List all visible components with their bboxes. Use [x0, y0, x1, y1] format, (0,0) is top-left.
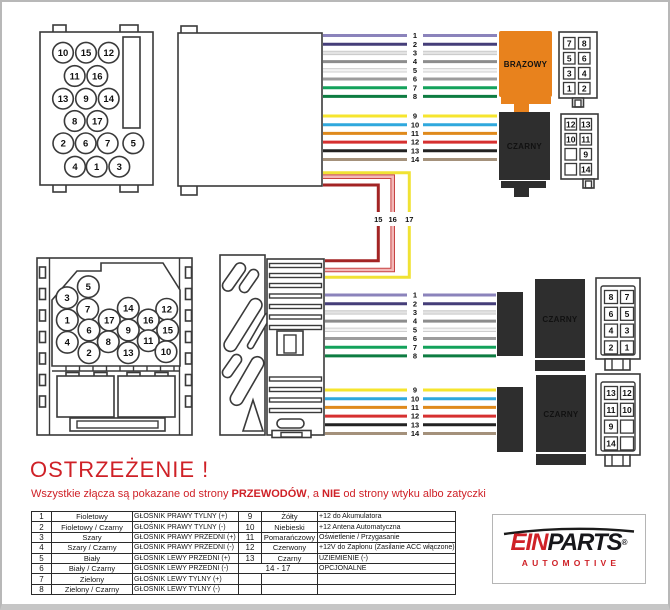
black-block-foot: [536, 454, 586, 465]
lock-slot: [40, 375, 46, 386]
registered-mark: ®: [621, 538, 628, 547]
pin-cell-number-9: 9: [583, 149, 589, 160]
cell-function: +12 Antena Automatyczna: [318, 522, 456, 532]
black-pinout-bottom: [596, 374, 640, 466]
wire-number-2: 2: [412, 39, 418, 49]
lock-slot: [40, 353, 46, 364]
logo-parts: PARTS: [547, 529, 622, 556]
logo-ein: EIN: [510, 529, 548, 556]
wire-number-6: 6: [412, 74, 418, 84]
pin-number-4: 4: [64, 337, 70, 349]
pinout-row: [239, 543, 456, 553]
warning-text: Wszystkie złącza są pokazane od strony: [31, 488, 232, 500]
black-block-foot: [501, 181, 546, 188]
cell-pin-range: 14 - 17: [239, 563, 318, 573]
brown-connector-block: [499, 31, 552, 113]
pinout-row: [32, 532, 240, 542]
black-pinout-mid: [596, 278, 640, 370]
cell-pin-number: 10: [239, 522, 262, 532]
warning-text: od strony wtyku albo zatyczki: [340, 488, 486, 500]
pin-cell-number-6: 6: [608, 308, 614, 319]
wires-9-14-top: [323, 112, 497, 165]
wire-number-5: 5: [412, 325, 418, 335]
pin-cell-number-1: 1: [624, 342, 630, 353]
pinout-table-right: [238, 511, 456, 595]
lock-slot: [40, 310, 46, 321]
lock-slot: [186, 353, 192, 364]
einparts-logo: [492, 514, 646, 584]
pinout-row: [239, 574, 456, 584]
pin-cell-number-2: 2: [581, 83, 587, 94]
cell-pin-number: [239, 584, 262, 594]
pin-cell-empty: [565, 149, 577, 161]
brown-block-foot: [514, 104, 529, 113]
wire-number-10: 10: [410, 394, 420, 404]
cell-wire-color: [262, 584, 318, 594]
cell-pin-number: 4: [32, 543, 52, 553]
pin-cell-number-13: 13: [606, 388, 616, 398]
connector-iso-front: [40, 25, 153, 192]
pin-number-7: 7: [105, 138, 111, 150]
wire-number-2: 2: [412, 299, 418, 309]
warning-emphasis: NIE: [322, 488, 341, 500]
cell-function: GŁOŚNIK PRAWY TYLNY (-): [133, 522, 240, 532]
warning-emphasis: PRZEWODÓW: [231, 488, 307, 500]
cell-function: GŁOŚNIK LEWY TYLNY (-): [133, 584, 240, 594]
wire-number-6: 6: [412, 334, 418, 344]
cell-pin-number: 1: [32, 512, 52, 522]
pin-number-6: 6: [83, 138, 89, 150]
cell-wire-color: Czarny: [262, 553, 318, 563]
pin-number-6: 6: [86, 325, 92, 337]
cell-pin-number: [239, 574, 262, 584]
wires-1-8-top: [323, 31, 497, 101]
pin-number-1: 1: [94, 162, 100, 174]
cell-wire-color: Zielony / Czarny: [52, 584, 133, 594]
lock-slot: [186, 375, 192, 386]
pin-number-14: 14: [103, 94, 114, 106]
connector-quadlock-front: [37, 258, 192, 435]
pin-number-2: 2: [60, 138, 66, 150]
cell-wire-color: Niebieski: [262, 522, 318, 532]
wire-number-12: 12: [410, 137, 420, 147]
logo-wordmark: [493, 531, 645, 555]
cell-function: +12 do Akumulatora: [318, 512, 456, 522]
wire-number-8: 8: [412, 351, 418, 361]
cell-wire-color: Biały: [52, 553, 133, 563]
cell-pin-number: 8: [32, 584, 52, 594]
pin-cell-number-2: 2: [608, 342, 614, 353]
wire-number-3: 3: [412, 308, 418, 317]
pin-cell-number-11: 11: [606, 404, 616, 415]
pin-cell-empty: [621, 437, 634, 450]
warning-subtitle: [31, 488, 486, 500]
wire-number-9: 9: [412, 111, 418, 121]
pin-cell-empty: [621, 420, 634, 433]
wires-9-14-bottom: [325, 386, 496, 439]
pin-cell-number-4: 4: [581, 68, 587, 79]
pin-cell-number-9: 9: [608, 421, 614, 432]
pin-number-16: 16: [143, 315, 154, 327]
pin-number-8: 8: [72, 116, 78, 128]
pin-number-13: 13: [123, 348, 134, 360]
connector-body: [178, 33, 322, 186]
wire-15: [323, 185, 378, 261]
lock-slot: [40, 289, 46, 300]
black-block-foot: [535, 360, 585, 371]
lock-slot: [186, 267, 192, 278]
wire-number-9: 9: [412, 385, 418, 395]
wire-number-7: 7: [412, 83, 418, 93]
chamber-a: [57, 376, 114, 417]
cell-wire-color: Czerwony: [262, 543, 318, 553]
wires-1-8-bottom: [325, 291, 496, 361]
black-block-label: CZARNY: [543, 410, 579, 419]
pinout-row: [32, 512, 240, 522]
pin-number-4: 4: [72, 162, 78, 174]
black-pinout-top: [561, 114, 598, 188]
cell-function: GŁOŚNIK PRAWY PRZEDNI (-): [133, 543, 240, 553]
brown-block-foot: [501, 97, 551, 104]
wire-number-11: 11: [411, 403, 419, 412]
pin-number-12: 12: [161, 304, 172, 316]
wire-number-10: 10: [410, 120, 420, 130]
pin-cell-number-14: 14: [581, 164, 591, 175]
cell-function: [318, 584, 456, 594]
pin-number-12: 12: [103, 48, 114, 60]
cell-function: OPCJONALNE: [318, 563, 456, 573]
pinout-row: [32, 563, 240, 573]
black-connector-block-mid: [497, 279, 585, 371]
wires-15-17-loop: [323, 173, 417, 278]
pin-number-5: 5: [85, 282, 91, 294]
black-connector-block-bottom: [497, 375, 586, 465]
pin-number-15: 15: [80, 48, 92, 60]
pin-cell-number-5: 5: [624, 308, 630, 319]
connector-keyway: [123, 37, 140, 128]
pin-cell-number-3: 3: [566, 68, 572, 79]
cell-pin-number: 12: [239, 543, 262, 553]
lock-slot: [40, 396, 46, 407]
pin-number-7: 7: [85, 304, 91, 316]
black-block-label: CZARNY: [542, 315, 578, 324]
pinout-row: [239, 522, 456, 532]
cell-function: GŁOŚNIK PRAWY PRZEDNI (+): [133, 532, 240, 542]
wire-number-4: 4: [412, 316, 418, 326]
cell-function: GŁOŚNIK LEWY TYLNY (+): [133, 574, 240, 584]
cell-function: UZIEMIENIE (-): [318, 553, 456, 563]
pin-number-9: 9: [83, 94, 89, 106]
pin-cell-number-7: 7: [624, 292, 630, 302]
pin-number-11: 11: [69, 71, 80, 83]
pin-number-17: 17: [104, 315, 115, 327]
cell-function: [318, 574, 456, 584]
brown-block-label: BRĄZOWY: [503, 60, 548, 69]
pin-number-17: 17: [92, 116, 103, 128]
cell-pin-number: 3: [32, 532, 52, 542]
wire-number-4: 4: [412, 57, 418, 67]
pinout-row: [239, 563, 456, 573]
connector-iso-side: [178, 26, 322, 195]
cell-function: GŁOŚNIK LEWY PRZEDNI (-): [133, 563, 240, 573]
warning-title: OSTRZEŻENIE !: [30, 457, 210, 482]
cell-function: GŁOŚNIK LEWY PRZEDNI (+): [133, 553, 240, 563]
slot: [277, 419, 304, 428]
wire-number-16: 16: [388, 215, 397, 224]
cell-pin-number: 5: [32, 553, 52, 563]
black-bar: [497, 292, 523, 356]
pin-cell-number-8: 8: [608, 292, 614, 302]
warning-text: , a: [306, 488, 322, 500]
cell-function: Oświetlenie / Przygasanie: [318, 532, 456, 542]
cell-wire-color: Żółty: [262, 512, 318, 522]
pin-number-16: 16: [92, 71, 103, 83]
pin-number-8: 8: [105, 337, 111, 349]
pinout-row: [239, 553, 456, 563]
pin-number-10: 10: [160, 347, 172, 359]
pin-number-10: 10: [57, 48, 69, 60]
wire-number-11: 11: [411, 129, 419, 138]
wire-number-5: 5: [412, 65, 418, 75]
cell-pin-number: 7: [32, 574, 52, 584]
pin-number-5: 5: [130, 138, 136, 150]
black-block-label: CZARNY: [506, 142, 543, 151]
wire-number-7: 7: [412, 342, 418, 352]
cell-wire-color: Biały / Czarny: [52, 563, 133, 573]
cell-wire-color: Zielony: [52, 574, 133, 584]
wire-number-14: 14: [410, 429, 420, 439]
pin-number-9: 9: [125, 325, 131, 337]
pinout-row: [32, 553, 240, 563]
cell-wire-color: Pomarańczowy: [262, 532, 318, 542]
pin-number-3: 3: [64, 293, 70, 305]
pinout-row: [239, 584, 456, 594]
lock-slot: [186, 332, 192, 343]
pinout-row: [32, 543, 240, 553]
pin-number-3: 3: [116, 162, 122, 174]
cell-pin-number: 9: [239, 512, 262, 522]
lock-slot: [40, 267, 46, 278]
wire-number-17: 17: [405, 215, 414, 224]
logo-tagline: AUTOMOTIVE: [521, 558, 621, 568]
cell-pin-number: 11: [239, 532, 262, 542]
lock-slot: [186, 396, 192, 407]
cell-pin-number: 6: [32, 563, 52, 573]
brown-pinout: [559, 32, 597, 107]
pinout-row: [239, 532, 456, 542]
cell-wire-color: Szary / Czarny: [52, 543, 133, 553]
pinout-tab: [605, 359, 630, 370]
pin-number-13: 13: [57, 94, 69, 106]
chamber-b: [118, 376, 175, 417]
connector-quadlock-side: [220, 255, 324, 438]
cell-function: +12V do Zapłonu (Zasilanie ACC włączone): [319, 544, 455, 552]
pin-cell-number-12: 12: [566, 119, 576, 130]
pin-cell-number-13: 13: [581, 119, 591, 130]
wire-number-12: 12: [410, 411, 420, 421]
pin-cell-number-10: 10: [622, 404, 632, 415]
black-connector-block-top: [499, 112, 550, 197]
pin-cell-number-4: 4: [608, 325, 614, 336]
pin-number-11: 11: [143, 336, 154, 348]
lock-slot: [186, 289, 192, 300]
pin-cell-number-11: 11: [581, 134, 591, 145]
black-bar: [497, 387, 523, 452]
pin-cell-number-7: 7: [566, 38, 572, 49]
pin-number-14: 14: [123, 303, 134, 315]
pin-cell-number-6: 6: [581, 53, 587, 64]
pin-cell-number-1: 1: [566, 83, 572, 94]
wire-number-13: 13: [410, 146, 420, 156]
pin-cell-number-8: 8: [581, 38, 587, 49]
pin-cell-number-5: 5: [566, 53, 572, 64]
pinout-table-left: [31, 511, 240, 595]
wire-number-3: 3: [412, 48, 418, 58]
wire-number-8: 8: [412, 92, 418, 101]
pin-cell-number-12: 12: [622, 388, 632, 398]
pin-number-15: 15: [162, 325, 173, 337]
wire-number-13: 13: [410, 420, 420, 430]
cell-wire-color: [262, 574, 318, 584]
lock-slot: [186, 310, 192, 321]
pin-cell-number-14: 14: [606, 438, 616, 449]
pin-cell-empty: [565, 164, 577, 176]
wire-number-1: 1: [412, 290, 418, 300]
pinout-row: [239, 512, 456, 522]
black-block-foot: [514, 188, 529, 197]
pinout-row: [32, 584, 240, 594]
cell-pin-number: 13: [239, 553, 262, 563]
bottom-bar: [70, 418, 165, 431]
wire-number-14: 14: [410, 155, 420, 165]
cell-pin-number: 2: [32, 522, 52, 532]
cell-wire-color: Fioletowy: [52, 512, 133, 522]
pinout-row: [32, 574, 240, 584]
pin-cell-number-10: 10: [566, 134, 576, 145]
pin-number-1: 1: [64, 315, 70, 327]
lock-slot: [40, 332, 46, 343]
cell-wire-color: Fioletowy / Czarny: [52, 522, 133, 532]
cell-wire-color: Szary: [52, 532, 133, 542]
pin-cell-number-3: 3: [624, 325, 630, 336]
pinout-tab: [605, 455, 630, 466]
pinout-row: [32, 522, 240, 532]
cell-function: GŁOŚNIK PRAWY TYLNY (+): [133, 512, 240, 522]
pin-number-2: 2: [86, 348, 92, 360]
wire-number-15: 15: [374, 215, 383, 224]
wire-number-1: 1: [412, 31, 418, 41]
